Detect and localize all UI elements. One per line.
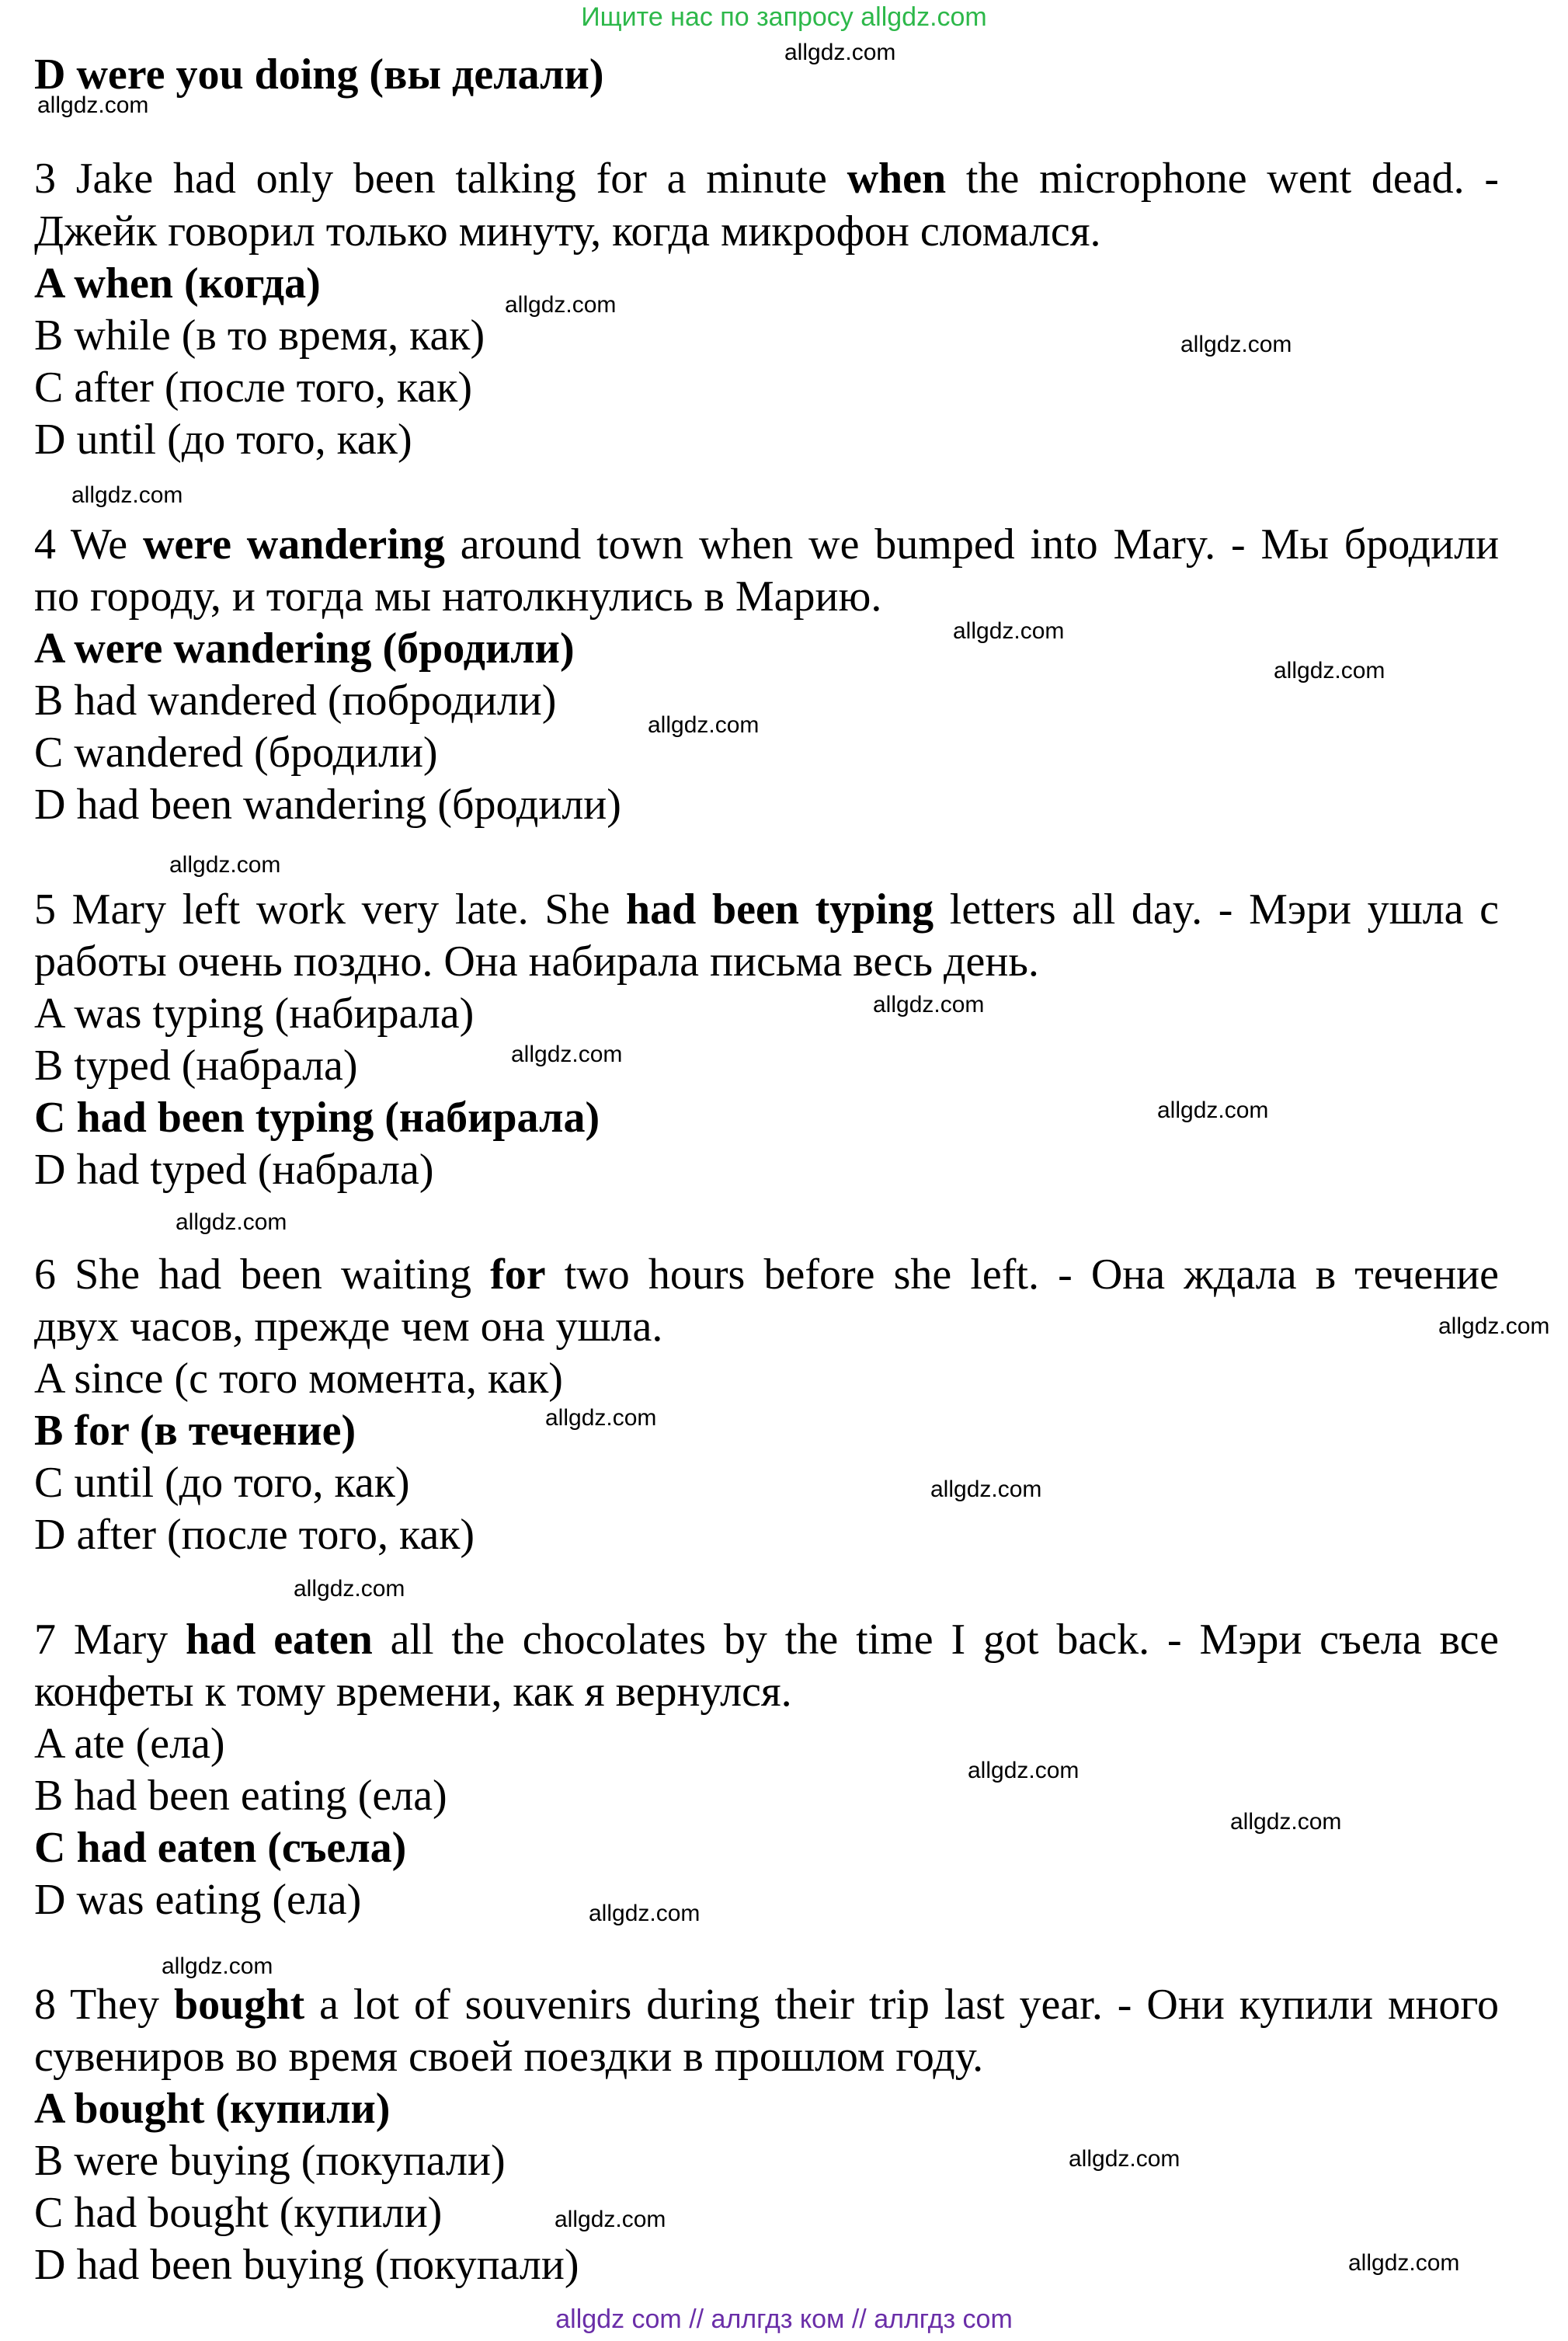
watermark: allgdz.com (162, 1953, 273, 1979)
q8-key: bought (174, 1981, 305, 2029)
watermark: allgdz.com (1438, 1313, 1550, 1339)
q6-option-d: D after (после того, как) (34, 1511, 475, 1559)
watermark: allgdz.com (1274, 658, 1385, 684)
q3-sentence (34, 152, 1499, 205)
watermark: allgdz.com (1069, 2146, 1180, 2172)
watermark: allgdz.com (505, 292, 617, 318)
watermark: allgdz.com (37, 92, 149, 118)
q8-option-c: C had bought (купили) (34, 2189, 443, 2237)
watermark: allgdz.com (968, 1758, 1080, 1783)
q7-option-c: C had eaten (съела) (34, 1824, 407, 1872)
q4-option-a: A were wandering (бродили) (34, 624, 575, 673)
q4-option-d: D had been wandering (бродили) (34, 781, 621, 829)
q4-option-c: C wandered (бродили) (34, 729, 438, 777)
q5-option-c: C had been typing (набирала) (34, 1094, 600, 1142)
q3-option-c: C after (после того, как) (34, 363, 472, 412)
q7-text-b: all the chocolates by the time I got back. - Мэри съела все (390, 1616, 1500, 1664)
q5-sentence (34, 883, 1499, 936)
q6-text-b: two hours before she left. - Она ждала в течение (564, 1251, 1500, 1299)
q8-option-a: A bought (купили) (34, 2085, 391, 2133)
q5-text-a: 5 Mary left work very late. She (34, 885, 610, 934)
q4-key: were wandering (142, 520, 445, 569)
q3-option-a: A when (когда) (34, 259, 321, 308)
q5-text-b: letters all day. - Мэри ушла с (949, 885, 1500, 934)
q5-option-b: B typed (набрала) (34, 1042, 358, 1090)
q3-text-b: the microphone went dead. - (965, 155, 1500, 203)
q3-option-d: D until (до того, как) (34, 416, 412, 464)
watermark: allgdz.com (1230, 1809, 1342, 1835)
watermark: allgdz.com (545, 1405, 657, 1431)
top-banner[interactable]: Ищите нас по запросу allgdz.com (581, 2, 987, 32)
q6-text-a: 6 She had been waiting (34, 1251, 472, 1299)
q8-text-a: 8 They (34, 1981, 160, 2029)
q5-option-a: A was typing (набирала) (34, 990, 475, 1038)
q6-sentence (34, 1248, 1499, 1301)
q6-option-a: A since (с того момента, как) (34, 1355, 563, 1403)
q3-key: when (847, 155, 947, 203)
q7-option-b: B had been eating (ела) (34, 1772, 447, 1820)
q7-option-d: D was eating (ела) (34, 1876, 362, 1924)
q3-option-b: B while (в то время, как) (34, 311, 485, 360)
q8-text-b: a lot of souvenirs during their trip last year. - Они купили много (319, 1981, 1500, 2029)
watermark: allgdz.com (71, 482, 183, 508)
watermark: allgdz.com (1180, 332, 1292, 357)
q4-text-b: around town when we bumped into Mary. - Мы бродили (460, 520, 1500, 569)
q4-text-a: 4 We (34, 520, 128, 569)
watermark: allgdz.com (294, 1576, 405, 1602)
q6-translation: двух часов, прежде чем она ушла. (34, 1303, 663, 1351)
watermark: allgdz.com (176, 1209, 287, 1235)
q3-text-a: 3 Jake had only been talking for a minute (34, 155, 827, 203)
q4-option-b: B had wandered (побродили) (34, 677, 557, 725)
watermark: allgdz.com (555, 2207, 666, 2232)
watermark: allgdz.com (648, 712, 760, 738)
watermark: allgdz.com (930, 1477, 1042, 1502)
q5-translation: работы очень поздно. Она набирала письма весь день. (34, 937, 1039, 986)
q7-option-a: A ate (ела) (34, 1720, 225, 1768)
watermark: allgdz.com (169, 852, 281, 878)
watermark: allgdz.com (1157, 1097, 1269, 1123)
q7-sentence (34, 1613, 1499, 1666)
q8-translation: сувениров во время своей поездки в прошлом году. (34, 2033, 984, 2081)
watermark: allgdz.com (589, 1901, 701, 1926)
q6-option-b: B for (в течение) (34, 1407, 356, 1455)
q8-option-d: D had been buying (покупали) (34, 2241, 579, 2289)
footer-links[interactable]: allgdz com // аллгдз ком // аллгдз com (555, 2304, 1013, 2334)
q5-key: had been typing (626, 885, 934, 934)
q4-translation: по городу, и тогда мы натолкнулись в Марию. (34, 572, 882, 621)
q2-answer-d: D were you doing (вы делали) (34, 50, 604, 99)
watermark: allgdz.com (873, 992, 985, 1017)
q5-option-d: D had typed (набрала) (34, 1146, 434, 1194)
q7-text-a: 7 Mary (34, 1616, 169, 1664)
q7-key: had eaten (186, 1616, 373, 1664)
watermark: allgdz.com (784, 40, 896, 65)
q8-sentence (34, 1978, 1499, 2031)
q3-translation: Джейк говорил только минуту, когда микрофон сломался. (34, 207, 1101, 256)
watermark: allgdz.com (1348, 2250, 1460, 2276)
q4-sentence (34, 518, 1499, 571)
watermark: allgdz.com (953, 618, 1065, 644)
q6-option-c: C until (до того, как) (34, 1459, 410, 1507)
watermark: allgdz.com (511, 1042, 623, 1067)
q7-translation: конфеты к тому времени, как я вернулся. (34, 1668, 792, 1716)
q6-key: for (490, 1251, 546, 1299)
q8-option-b: B were buying (покупали) (34, 2137, 506, 2185)
